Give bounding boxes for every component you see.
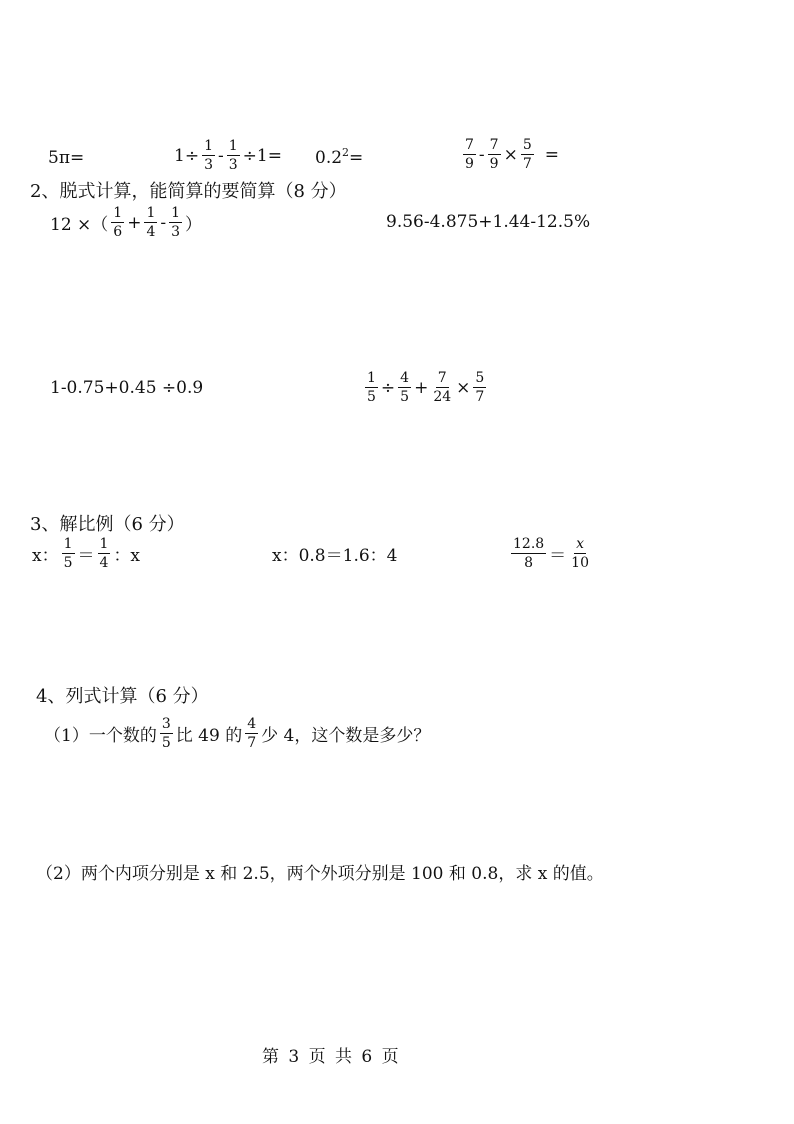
fraction: $\frac{4}{5}$ — [400, 370, 410, 405]
equals-sign: ＝ — [549, 546, 567, 566]
operator: - — [217, 145, 224, 166]
section-3-problem-2: x：0.8＝1.6：4 — [272, 546, 398, 566]
fraction: $\frac{7}{9}$ — [489, 137, 499, 172]
question-text: （1）一个数的 — [44, 726, 157, 746]
section-3-problem-1 — [30, 536, 142, 571]
fraction: $\frac{1}{4}$ — [146, 205, 156, 240]
fraction: $\frac{1}{5}$ — [367, 370, 376, 405]
operator: + — [127, 212, 142, 233]
question-text: 少 4，这个数是多少？ — [261, 726, 431, 746]
equals-sign: ＝ — [77, 546, 95, 566]
question-text: 比 49 的 — [175, 726, 243, 746]
section-2-problem-2: 9.56-4.875+1.44-12.5% — [386, 212, 591, 232]
fraction: $\frac{7}{9}$ — [465, 137, 474, 172]
section-4-heading: 4、列式计算（6 分） — [36, 686, 209, 707]
fraction: $\frac{3}{5}$ — [161, 716, 171, 751]
expr-division-fraction — [172, 138, 284, 173]
section-3-problem-3 — [510, 536, 592, 571]
fraction: $\frac{1}{6}$ — [113, 205, 123, 240]
section-3-heading: 3、解比例（6 分） — [30, 514, 185, 535]
fraction: $\frac{1}{5}$ — [63, 536, 73, 571]
fraction: $\frac{5}{7}$ — [475, 370, 485, 405]
expr-part: ） — [185, 215, 203, 235]
section-4-question-2: （2）两个内项分别是 x 和 2.5，两个外项分别是 100 和 0.8，求 x 的值。 — [36, 864, 604, 884]
fraction: $\frac{1}{4}$ — [99, 536, 109, 571]
expr-5pi: 5π= — [48, 148, 85, 168]
expr-part: ÷1= — [242, 145, 282, 166]
section-4-question-1 — [42, 716, 432, 751]
equals-sign: = — [544, 144, 560, 165]
section-2-problem-4 — [364, 370, 487, 405]
operator: ÷ — [380, 377, 396, 398]
operator: - — [160, 212, 167, 233]
expr-square: $0.2^2=$ — [315, 146, 364, 168]
expr-part: x： — [32, 546, 59, 566]
expr-part: 1÷ — [174, 145, 200, 166]
operator: - — [478, 144, 485, 165]
operator: + — [414, 377, 429, 398]
operator: × — [456, 377, 471, 398]
expr-fraction-mult — [462, 137, 561, 172]
page-footer: 第 3 页 共 6 页 — [262, 1047, 401, 1067]
operator: × — [503, 144, 518, 165]
expr-part: 12 ×（ — [50, 215, 109, 235]
section-2-problem-1 — [48, 205, 204, 240]
fraction: $\frac{1}{3}$ — [171, 205, 181, 240]
fraction: $\frac{x}{10}$ — [571, 536, 589, 571]
expr-part: ：x — [113, 546, 141, 566]
section-2-heading: 2、脱式计算，能简算的要简算（8 分） — [30, 181, 347, 202]
fraction: $\frac{7}{24}$ — [433, 370, 452, 405]
section-2-problem-3: 1-0.75+0.45 ÷0.9 — [50, 378, 204, 398]
fraction: $\frac{4}{7}$ — [247, 716, 257, 751]
fraction: $\frac{12.8}{8}$ — [513, 536, 545, 571]
fraction: $\frac{1}{3}$ — [204, 138, 213, 173]
fraction: $\frac{1}{3}$ — [228, 138, 238, 173]
fraction: $\frac{5}{7}$ — [522, 137, 532, 172]
